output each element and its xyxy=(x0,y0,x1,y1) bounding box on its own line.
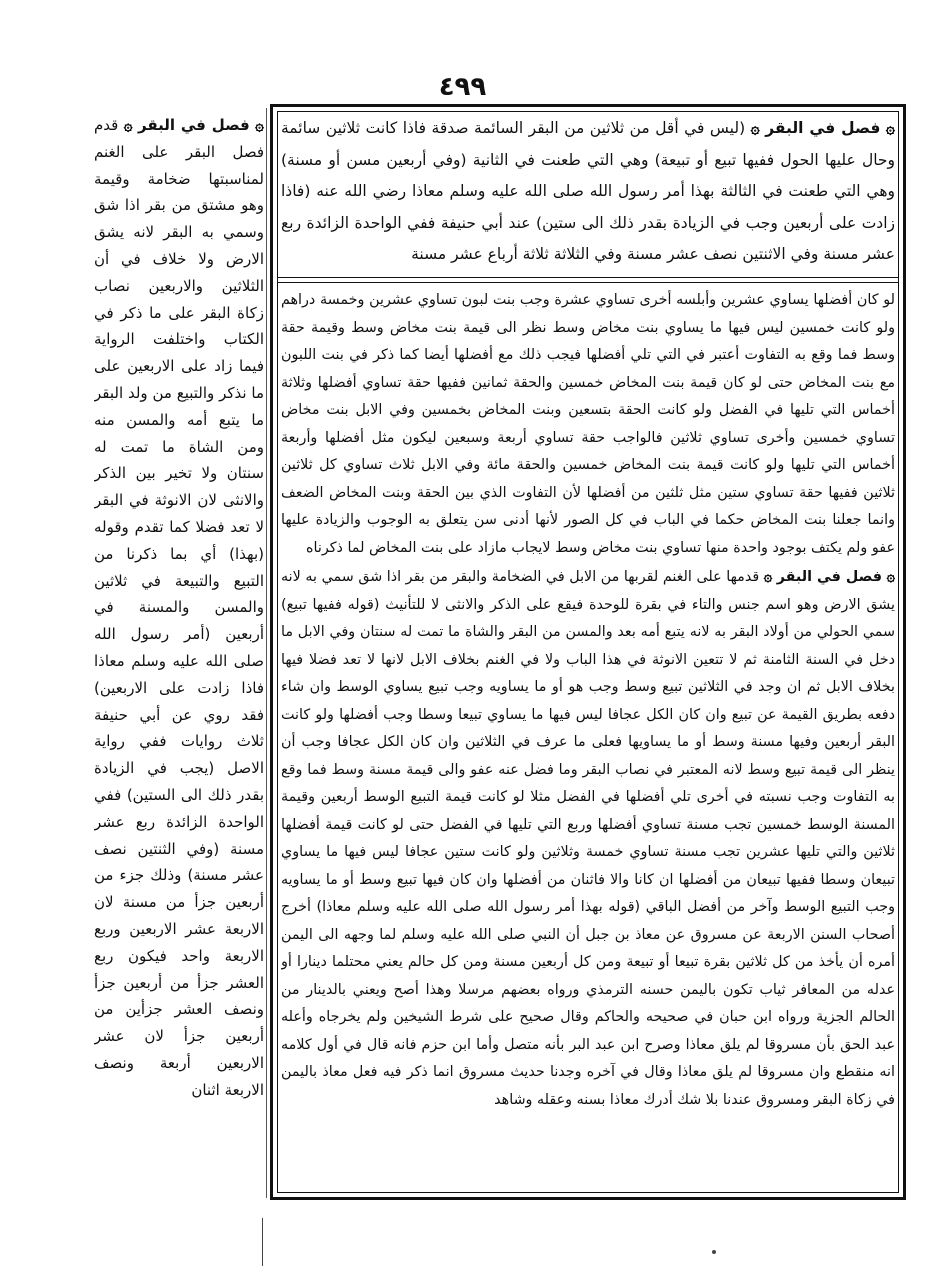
sharh-ornament: ۞ xyxy=(886,569,895,585)
margin-heading: فصل في البقر xyxy=(137,116,250,134)
margin-ornament-close: ۞ xyxy=(123,116,133,134)
margin-ornament: ۞ xyxy=(255,116,264,134)
sharh-heading: فصل في البقر xyxy=(776,569,883,585)
sharh-paragraph: لو كان أفضلها يساوي عشرين وأبلسه أخرى تساوي عشرة وجب بنت لبون تساوي عشرين وخمسة دراهم ولو كانت خمسين ليس فيها ما يساوي بنت مخاض وسط نظر الى قيمة بنت مخاض وسط وقيمة حقة وسط فما وقع به التفاوت أعتبر في التي تلي أفضلها فيجب ذلك مع أفضلها أيضا كما ذكر في بنت اللبون مع بنت المخاض حتى لو كان قيمة بنت المخاض خمسين والحقة ثمانين ففيها حقة تساوي أفضلها وثلاثة أخماس التي تليها في الفضل ولو كانت الحقة بتسعين وبنت المخاض بخمسين وفي الابل بنت مخاض تساوي خمسين وأخرى تساوي ثلاثين فالواجب حقة تساوي أربعة وسبعين ليكون مثل أفضلها وأربعة أخماس التي تليها ولو كانت قيمة بنت المخاض خمسين والحقة مائة وفي الابل ثلاث تساوي كل ثلاثين ثلاثين ففيها حقة تساوي ستين مثل ثلثين من أفضلها لأن التفاوت الذي بين الحقة وبنت المخاض الضعف وانما جعلنا بنت المخاض حكما في الباب في كل الصور لأنها أدنى سن يتعلق به الوجوب والزيادة عليها عفو ولم يكتف بوجود واحدة منها تساوي بنت مخاض وسط لايجاب مازاد على بنت المخاض لما ذكرناه xyxy=(281,292,895,556)
matn-block xyxy=(281,113,895,271)
margin-rule xyxy=(266,108,267,1198)
scan-dot xyxy=(712,1250,716,1254)
main-frame xyxy=(270,104,906,1200)
scan-mark xyxy=(262,1218,263,1266)
margin-text: قدم فصل البقر على الغنم لمناسبتها ضخامة وقيمة وهو مشتق من بقر اذا شق وسمي به البقر لانه يشق الارض ولا خلاف في أن الثلاثين والاربعين نصاب زكاة البقر على ما ذكر في الكتاب واختلفت الرواية فيما زاد على الاربعين على ما نذكر والتبيع من ولد البقر ما يتبع أمه والمسن منه ومن الشاة ما تمت له سنتان ولا تخير بين الذكر والانثى لان الانوثة في البقر لا تعد فضلا كما تقدم وقوله (بهذا) أي بما ذكرنا من التبيع والتبيعة في ثلاثين والمسن والمسنة في أربعين (أمر رسول الله صلى الله عليه وسلم معاذا فاذا زادت على الاربعين) فقد روي عن أبي حنيفة ثلاث روايات ففي رواية الاصل (يجب في الزيادة بقدر ذلك الى الستين) ففي الواحدة الزائدة ربع عشر مسنة (وفي الثنتين نصف عشر مسنة) وذلك جزء من أربعين جزأ من مسنة لان الاربعة عشر الاربعين وربع الاربعة واحد فيكون ربع العشر جزأ من أربعين جزأ ونصف العشر جزأين من أربعين جزأ لان عشر الاربعين أربعة ونصف الاربعة اثنان xyxy=(94,116,264,1099)
margin-commentary xyxy=(94,112,264,1188)
sharh-paragraph-2 xyxy=(281,564,895,1114)
matn-ornament: ۞ xyxy=(885,119,895,137)
matn-ornament-close: ۞ xyxy=(750,119,760,137)
page-number: ٤٩٩ xyxy=(438,72,487,102)
sharh-text: قدمها على الغنم لقربها من الابل في الضخامة والبقر من بقر اذا شق سمي به لانه يشق الارض وهو اسم جنس والتاء في بقرة للوحدة فيقع على الذكر والانثى لا للتأنيث (قوله ففيها تبيع) سمي الحولي من أولاد البقر به لانه يتبع أمه بعد والمسن من البقر والشاة ما تمت له سنتان وفي الابل ما دخل في السنة الثامنة ثم لا تتعين الانوثة في هذا الباب ولا في الغنم بخلاف الابل لانها لا تعد فضلا فيها بخلاف الابل ثم ان وجد في الثلاثين تبيع وسط وجب هو أو ما يساويه وجب تبيع يساوي الوسط وان شاء دفعه بطريق القيمة عن تبيع وان كان الكل عجافا ليس فيها ما يساوي تبيعا وسطا وجب أفضلها ولو كانت البقر أربعين وفيها مسنة وسط أو ما يساويها فعلى ما عرف في الثلاثين وان كان الكل عجافا وجب أن ينظر الى قيمة تبيع وسط لانه المعتبر في نصاب البقر وما فضل عنه عفو والى قيمة مسنة وسط فما وقع به التفاوت وجب نسبته في أخرى تلي أفضلها في الفضل مثلا لو كانت قيمة التبيع الوسط أربعين وقيمة المسنة الوسط خمسين تجب مسنة تساوي أفضلها وربع التي تليها في الفضل حتى لو كانت قيمة أفضلها ثلاثين والتي تليها عشرين تجب مسنة تساوي خمسة وثلاثين ولو كانت ستين عجافا ليس فيها ما يساوي تبيعان وسطا ففيها تبيعان من أفضلها ان كانا والا فاثنان من أفضلها وان كان فيها تبيع وسط أو ما يساويه وجب التبيع الوسط وآخر من أفضل الباقي (قوله بهذا أمر رسول الله صلى الله عليه وسلم معاذا) أخرج أصحاب السنن الاربعة عن مسروق عن معاذ بن جبل أن النبي صلى الله عليه وسلم لما وجهه الى اليمن أمره أن يأخذ من كل ثلاثين بقرة تبيعا أو تبيعة ومن كل أربعين مسنة ومن كل حالم يعني محتلما دينارا أو عدله من المعافر ثياب تكون باليمن حسنه الترمذي ورواه بعضهم مرسلا وهذا أصح ويعني بالدينار من الحالم الجزية ورواه ابن حبان في صحيحه والحاكم وقال صحيح على شرط الشيخين ولم يخرجاه وأعله عبد الحق بأن مسروقا لم يلق معاذا وصرح ابن عبد البر بأنه متصل وأما ابن حزم فانه قال في أول كلامه انه منقطع وان مسروقا لم يلق معاذا وقال في آخره وجدنا حديث مسروق انما ذكر فيه فعل معاذ باليمن في زكاة البقر ومسروق عندنا بلا شك أدرك معاذا بسنه وعقله وشاهد xyxy=(281,569,895,1108)
matn-heading: فصل في البقر xyxy=(765,119,881,137)
sharh-ornament-close: ۞ xyxy=(763,569,773,585)
sharh-block xyxy=(281,287,895,1191)
section-divider xyxy=(277,277,899,283)
matn-text: (ليس في أقل من ثلاثين من البقر السائمة صدقة فاذا كانت ثلاثين سائمة وحال عليها الحول ففيها تبيع أو تبيعة) وهي التي طعنت في الثانية (وفي أربعين مسن أو مسنة) وهي التي طعنت في الثالثة بهذا أمر رسول الله صلى الله عليه وسلم معاذا رضي الله عنه (فاذا زادت على أربعين وجب في الزيادة بقدر ذلك الى ستين) عند أبي حنيفة ففي الواحدة الزائدة ربع عشر مسنة وفي الاثنتين نصف عشر مسنة وفي الثلاثة ثلاثة أرباع عشر مسنة xyxy=(281,119,895,263)
